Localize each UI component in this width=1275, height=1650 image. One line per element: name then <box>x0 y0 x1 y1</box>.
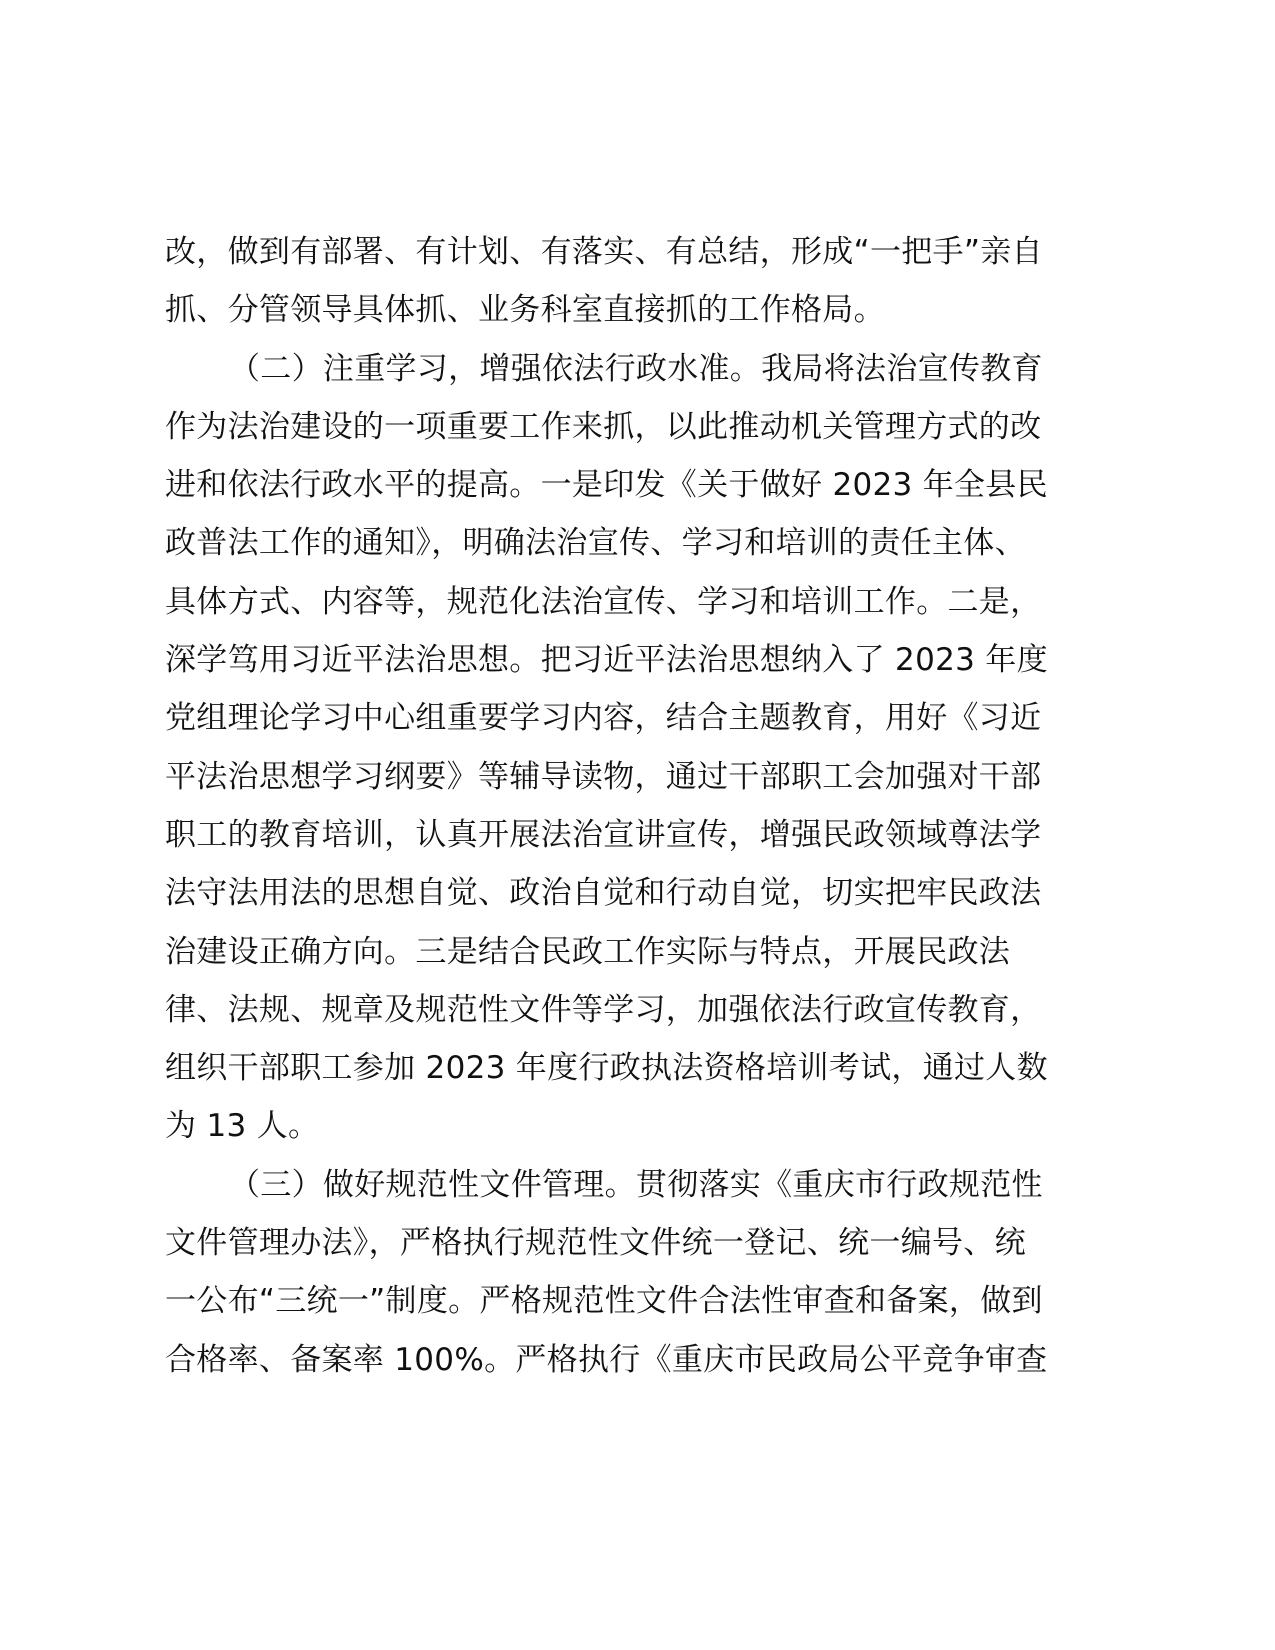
section-heading-line: （三）做好规范性文件管理。贯彻落实《重庆市行政规范性 <box>229 1166 1043 1203</box>
text-line: 改，做到有部署、有计划、有落实、有总结，形成“一把手”亲自 <box>165 234 1043 270</box>
text-line: 为 13 人。 <box>165 1108 320 1145</box>
text-line: 一公布“三统一”制度。严格规范性文件合法性审查和备案，做到 <box>165 1283 1043 1320</box>
text-line: 进和依法行政水平的提高。一是印发《关于做好 2023 年全县民 <box>165 467 1048 504</box>
document-body <box>165 223 1105 1389</box>
text-line: 党组理论学习中心组重要学习内容，结合主题教育，用好《习近 <box>165 700 1042 737</box>
text-line: 合格率、备案率 100%。严格执行《重庆市民政局公平竞争审查 <box>165 1341 1048 1378</box>
section-heading-line: （二）注重学习，增强依法行政水准。我局将法治宣传教育 <box>229 350 1043 387</box>
text-line: 文件管理办法》，严格执行规范性文件统一登记、统一编号、统 <box>165 1225 1026 1262</box>
text-line: 作为法治建设的一项重要工作来抓，以此推动机关管理方式的改 <box>165 408 1042 445</box>
text-line: 平法治思想学习纲要》等辅导读物，通过干部职工会加强对干部 <box>165 758 1042 795</box>
text-line: 政普法工作的通知》，明确法治宣传、学习和培训的责任主体、 <box>165 525 1026 562</box>
text-line: 深学笃用习近平法治思想。把习近平法治思想纳入了 2023 年度 <box>165 642 1048 679</box>
text-line: 法守法用法的思想自觉、政治自觉和行动自觉，切实把牢民政法 <box>165 875 1042 912</box>
text-line: 抓、分管领导具体抓、业务科室直接抓的工作格局。 <box>165 292 885 329</box>
text-line: 治建设正确方向。三是结合民政工作实际与特点，开展民政法 <box>165 933 1011 970</box>
text-line: 具体方式、内容等，规范化法治宣传、学习和培训工作。二是， <box>165 583 1042 620</box>
text-line: 职工的教育培训，认真开展法治宣讲宣传，增强民政领域尊法学 <box>165 816 1042 853</box>
text-line: 组织干部职工参加 2023 年度行政执法资格培训考试，通过人数 <box>165 1050 1048 1087</box>
text-line: 律、法规、规章及规范性文件等学习，加强依法行政宣传教育， <box>165 991 1042 1028</box>
